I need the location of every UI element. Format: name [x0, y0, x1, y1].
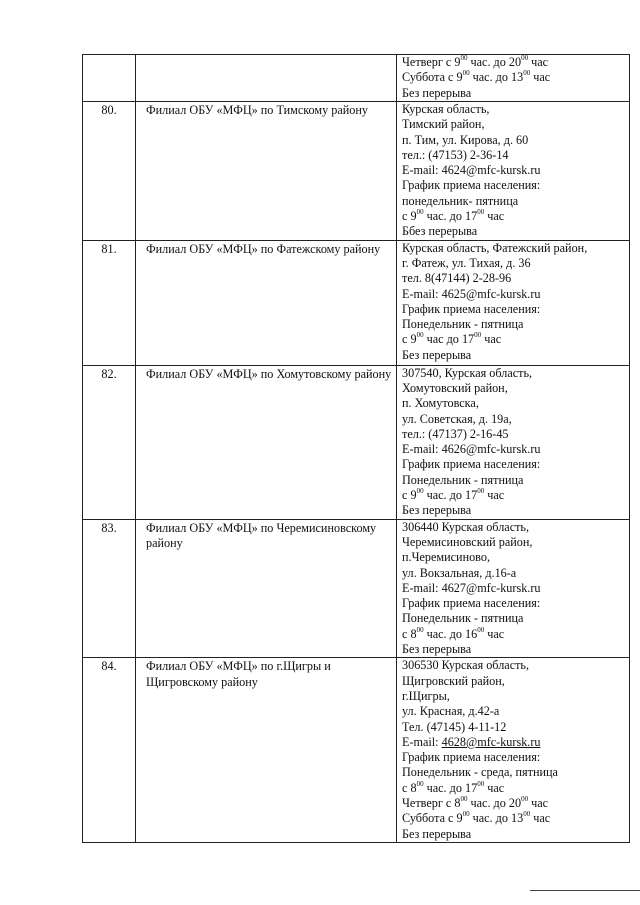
- text: с 9: [402, 332, 417, 347]
- superscript: 00: [462, 69, 470, 78]
- schedule-days: Понедельник - среда, пятница: [402, 765, 558, 780]
- number-cell: [83, 658, 136, 843]
- superscript: 00: [477, 625, 485, 634]
- text: час: [481, 332, 502, 347]
- schedule-thursday: [402, 55, 629, 70]
- superscript: 00: [416, 331, 424, 340]
- no-break-note: Без перерыва: [402, 503, 472, 518]
- text: с 8: [402, 780, 417, 795]
- address-cell: [397, 519, 630, 658]
- branch-name: Филиал ОБУ «МФЦ» по Хомутовскому району: [146, 366, 392, 381]
- superscript: 00: [477, 779, 485, 788]
- email-link[interactable]: 4628@mfc-kursk.ru: [441, 734, 541, 749]
- row-number: 83.: [101, 520, 117, 535]
- schedule-days: понедельник- пятница: [402, 193, 519, 208]
- superscript: 00: [523, 810, 531, 819]
- schedule-heading: График приема населения:: [402, 178, 541, 193]
- address-cell: [397, 55, 630, 102]
- row-number: 82.: [101, 366, 117, 381]
- branch-name: Филиал ОБУ «МФЦ» по Тимскому району: [146, 103, 368, 117]
- superscript: 00: [477, 486, 485, 495]
- superscript: 00: [416, 625, 424, 634]
- phone-line: Тел. (47145) 4-11-12: [402, 719, 507, 734]
- name-cell: [136, 240, 397, 365]
- phone-line: тел.: (47137) 2-16-45: [402, 426, 509, 441]
- text: час: [530, 70, 551, 85]
- name-cell: [136, 55, 397, 102]
- text: час: [484, 626, 505, 641]
- address-line: п.Черемисиново,: [402, 550, 490, 565]
- schedule-heading: График приема населения:: [402, 301, 541, 316]
- superscript: 00: [521, 53, 529, 62]
- schedule-heading: График приема населения:: [402, 750, 541, 765]
- address-line: п. Хомутовска,: [402, 396, 479, 411]
- address-line: ул. Вокзальная, д.16-а: [402, 565, 517, 580]
- name-cell: [136, 658, 397, 843]
- row-number: 81.: [101, 241, 117, 256]
- number-cell: [83, 519, 136, 658]
- table-row: [83, 658, 630, 843]
- text: с 9: [402, 209, 417, 224]
- address-line: Курская область,: [402, 102, 490, 116]
- address-line: п. Тим, ул. Кирова, д. 60: [402, 132, 529, 147]
- schedule-saturday: [402, 70, 629, 85]
- number-cell: [83, 102, 136, 241]
- superscript: 00: [416, 208, 424, 217]
- text: час. до 20: [467, 795, 522, 810]
- superscript: 00: [477, 208, 485, 217]
- no-break-note: Без перерыва: [402, 347, 472, 362]
- schedule-hours: [402, 488, 629, 503]
- schedule-heading: График приема населения:: [402, 457, 541, 472]
- schedule-thursday: [402, 796, 629, 811]
- schedule-days: Понедельник - пятница: [402, 317, 524, 332]
- superscript: 00: [474, 331, 482, 340]
- schedule-saturday: [402, 811, 629, 826]
- email-label: E-mail:: [402, 734, 442, 749]
- no-break-note: Ббез перерыва: [402, 224, 478, 239]
- no-break-note: Без перерыва: [402, 85, 472, 100]
- email-line: E-mail: 4625@mfc-kursk.ru: [402, 286, 541, 301]
- address-line: Курская область, Фатежский район,: [402, 240, 588, 255]
- address-line: г.Щигры,: [402, 688, 450, 703]
- superscript: 00: [521, 794, 529, 803]
- table-row: [83, 240, 630, 365]
- schedule-days: Понедельник - пятница: [402, 611, 524, 626]
- table-row-continuation: [83, 55, 630, 102]
- name-cell: [136, 365, 397, 519]
- email-line: [402, 735, 629, 750]
- text: час. до 17: [423, 780, 478, 795]
- text: час. до 13: [469, 811, 524, 826]
- text: Четверг с 9: [402, 55, 461, 69]
- email-line: E-mail: 4627@mfc-kursk.ru: [402, 580, 541, 595]
- no-break-note: Без перерыва: [402, 642, 472, 657]
- schedule-heading: График приема населения:: [402, 596, 541, 611]
- mfc-branches-table: [82, 54, 630, 843]
- text: час: [530, 811, 551, 826]
- address-line: 306530 Курская область,: [402, 658, 530, 673]
- address-cell: [397, 240, 630, 365]
- branch-name: Филиал ОБУ «МФЦ» по Черемисиновскому району: [146, 520, 377, 550]
- branch-name: Филиал ОБУ «МФЦ» по г.Щигры и Щигровскому району: [146, 659, 331, 689]
- superscript: 00: [523, 69, 531, 78]
- schedule-hours: [402, 627, 629, 642]
- row-number: 84.: [101, 659, 117, 674]
- address-line: 306440 Курская область,: [402, 519, 530, 534]
- page-divider: [530, 890, 640, 891]
- text: с 9: [402, 488, 417, 503]
- table-row: [83, 102, 630, 241]
- address-line: Тимский район,: [402, 117, 485, 132]
- text: час. до 16: [423, 626, 478, 641]
- text: час. до 17: [423, 209, 478, 224]
- schedule-days: Понедельник - пятница: [402, 472, 524, 487]
- address-cell: [397, 658, 630, 843]
- text: час: [528, 55, 549, 69]
- text: час. до 13: [469, 70, 524, 85]
- address-line: Щигровский район,: [402, 673, 505, 688]
- text: час: [484, 209, 505, 224]
- address-cell: [397, 102, 630, 241]
- number-cell: [83, 365, 136, 519]
- address-cell: [397, 365, 630, 519]
- phone-line: тел.: (47153) 2-36-14: [402, 147, 509, 162]
- schedule-hours: [402, 209, 629, 224]
- number-cell: [83, 240, 136, 365]
- superscript: 00: [460, 53, 468, 62]
- phone-line: тел. 8(47144) 2-28-96: [402, 271, 512, 286]
- address-line: ул. Советская, д. 19а,: [402, 411, 512, 426]
- text: час до 17: [423, 332, 475, 347]
- number-cell: [83, 55, 136, 102]
- address-line: Черемисиновский район,: [402, 534, 533, 549]
- text: час: [484, 780, 505, 795]
- superscript: 00: [416, 486, 424, 495]
- text: час: [484, 488, 505, 503]
- branch-name: Филиал ОБУ «МФЦ» по Фатежскому району: [146, 241, 381, 256]
- address-line: г. Фатеж, ул. Тихая, д. 36: [402, 255, 531, 270]
- name-cell: [136, 519, 397, 658]
- schedule-hours: [402, 332, 629, 347]
- superscript: 00: [462, 810, 470, 819]
- name-cell: [136, 102, 397, 241]
- table-row: [83, 519, 630, 658]
- superscript: 00: [416, 779, 424, 788]
- address-line: 307540, Курская область,: [402, 365, 533, 380]
- row-number: 80.: [101, 103, 117, 117]
- superscript: 00: [460, 794, 468, 803]
- email-line: E-mail: 4624@mfc-kursk.ru: [402, 163, 541, 178]
- schedule-hours: [402, 781, 629, 796]
- table-row: [83, 365, 630, 519]
- text: с 8: [402, 626, 417, 641]
- text: Суббота с 9: [402, 70, 463, 85]
- no-break-note: Без перерыва: [402, 826, 472, 841]
- address-line: Хомутовский район,: [402, 380, 508, 395]
- text: час. до 20: [467, 55, 522, 69]
- address-line: ул. Красная, д.42-а: [402, 704, 500, 719]
- text: час: [528, 795, 549, 810]
- text: час. до 17: [423, 488, 478, 503]
- text: Четверг с 8: [402, 795, 461, 810]
- email-line: E-mail: 4626@mfc-kursk.ru: [402, 442, 541, 457]
- text: Суббота с 9: [402, 811, 463, 826]
